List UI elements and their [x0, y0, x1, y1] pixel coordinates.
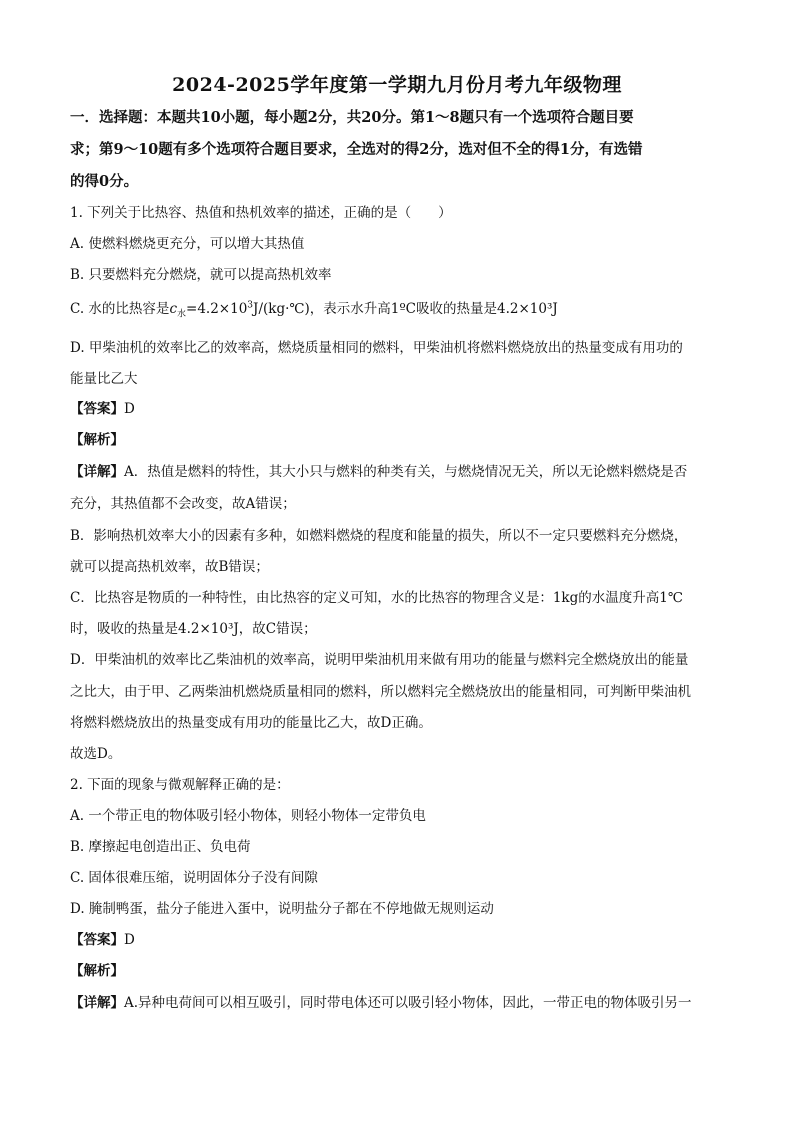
answer-value: D	[124, 932, 135, 948]
q1-option-a: A. 使燃料燃烧更充分，可以增大其热值	[70, 236, 305, 252]
section-heading-line-1: 一．选择题：本题共10小题，每小题2分，共20分。第1～8题只有一个选项符合题目要	[70, 109, 634, 126]
answer-value: D	[124, 401, 135, 417]
q1-detail-b-line-1: B．影响热机效率大小的因素有多种，如燃料燃烧的程度和能量的损失，所以不一定只要燃料充分燃烧，	[70, 528, 688, 544]
q1-stem: 1. 下列关于比热容、热值和热机效率的描述，正确的是（ ）	[70, 205, 452, 221]
q2-option-c: C. 固体很难压缩，说明固体分子没有间隙	[70, 870, 318, 886]
q1-option-d-line-1: D. 甲柴油机的效率比乙的效率高，燃烧质量相同的燃料，甲柴油机将燃料燃烧放出的热量变成有用功的	[70, 340, 683, 356]
q1-detail-b-line-2: 就可以提高热机效率，故B错误；	[70, 559, 269, 575]
answer-label: 【答案】	[70, 932, 124, 948]
section-heading-line-2: 求；第9～10题有多个选项符合题目要求，全选对的得2分，选对但不全的得1分，有选错	[70, 141, 643, 158]
q1-option-b: B. 只要燃料充分燃烧，就可以提高热机效率	[70, 267, 332, 283]
specific-heat-value: =4.2×10	[186, 301, 248, 317]
q1-option-c-suffix: ，表示水升高1ºC吸收的热量是4.2×10³J	[309, 301, 558, 317]
q2-answer	[70, 930, 730, 950]
q2-detail-a-line-1	[70, 993, 730, 1013]
q1-answer	[70, 399, 730, 419]
q1-conclusion: 故选D。	[70, 746, 122, 762]
q1-detail-a-line-2: 充分，其热值都不会改变，故A错误；	[70, 496, 296, 512]
q2-option-b: B. 摩擦起电创造出正、负电荷	[70, 839, 251, 855]
q1-option-c	[70, 299, 730, 319]
detail-label: 【详解】	[70, 995, 124, 1011]
section-heading-line-3: 的得0分。	[70, 173, 139, 190]
q2-option-a: A. 一个带正电的物体吸引轻小物体，则轻小物体一定带负电	[70, 808, 426, 824]
q2-stem: 2. 下面的现象与微观解释正确的是：	[70, 777, 290, 793]
q1-detail-c-line-2: 时，吸收的热量是4.2×10³J，故C错误；	[70, 621, 317, 637]
page-title: 2024-2025学年度第一学期九月份月考九年级物理	[172, 74, 622, 96]
specific-heat-exponent: 3	[247, 300, 254, 311]
q1-detail-d-line-2: 之比大，由于甲、乙两柴油机燃烧质量相同的燃料，所以燃料完全燃烧放出的能量相同，可判断甲柴油机	[70, 684, 691, 700]
answer-label: 【答案】	[70, 401, 124, 417]
q1-detail-d-line-3: 将燃料燃烧放出的热量变成有用功的能量比乙大，故D正确。	[70, 715, 432, 731]
q2-detail-a-text: A.异种电荷间可以相互吸引，同时带电体还可以吸引轻小物体，因此，一带正电的物体吸引另一	[124, 995, 692, 1011]
q1-detail-c-line-1: C．比热容是物质的一种特性，由比热容的定义可知，水的比热容的物理含义是：1kg的水温度升高1℃	[70, 590, 683, 606]
q1-option-c-prefix: C. 水的比热容是	[70, 301, 170, 317]
q2-option-d: D. 腌制鸭蛋，盐分子能进入蛋中，说明盐分子都在不停地做无规则运动	[70, 901, 494, 917]
specific-heat-symbol: c	[169, 301, 177, 317]
q1-detail-d-line-1: D．甲柴油机的效率比乙柴油机的效率高，说明甲柴油机用来做有用功的能量与燃料完全燃烧放出的能量	[70, 652, 689, 668]
q1-analysis-label: 【解析】	[70, 432, 124, 448]
q1-detail-a-line-1	[70, 462, 730, 482]
specific-heat-unit: J/(kg·℃)	[253, 301, 310, 317]
specific-heat-subscript: 水	[177, 309, 187, 320]
detail-label: 【详解】	[70, 464, 124, 480]
q1-option-d-line-2: 能量比乙大	[70, 371, 138, 387]
q2-analysis-label: 【解析】	[70, 963, 124, 979]
q1-detail-a-text: A．热值是燃料的特性，其大小只与燃料的种类有关，与燃烧情况无关，所以无论燃料燃烧是否	[124, 464, 688, 480]
